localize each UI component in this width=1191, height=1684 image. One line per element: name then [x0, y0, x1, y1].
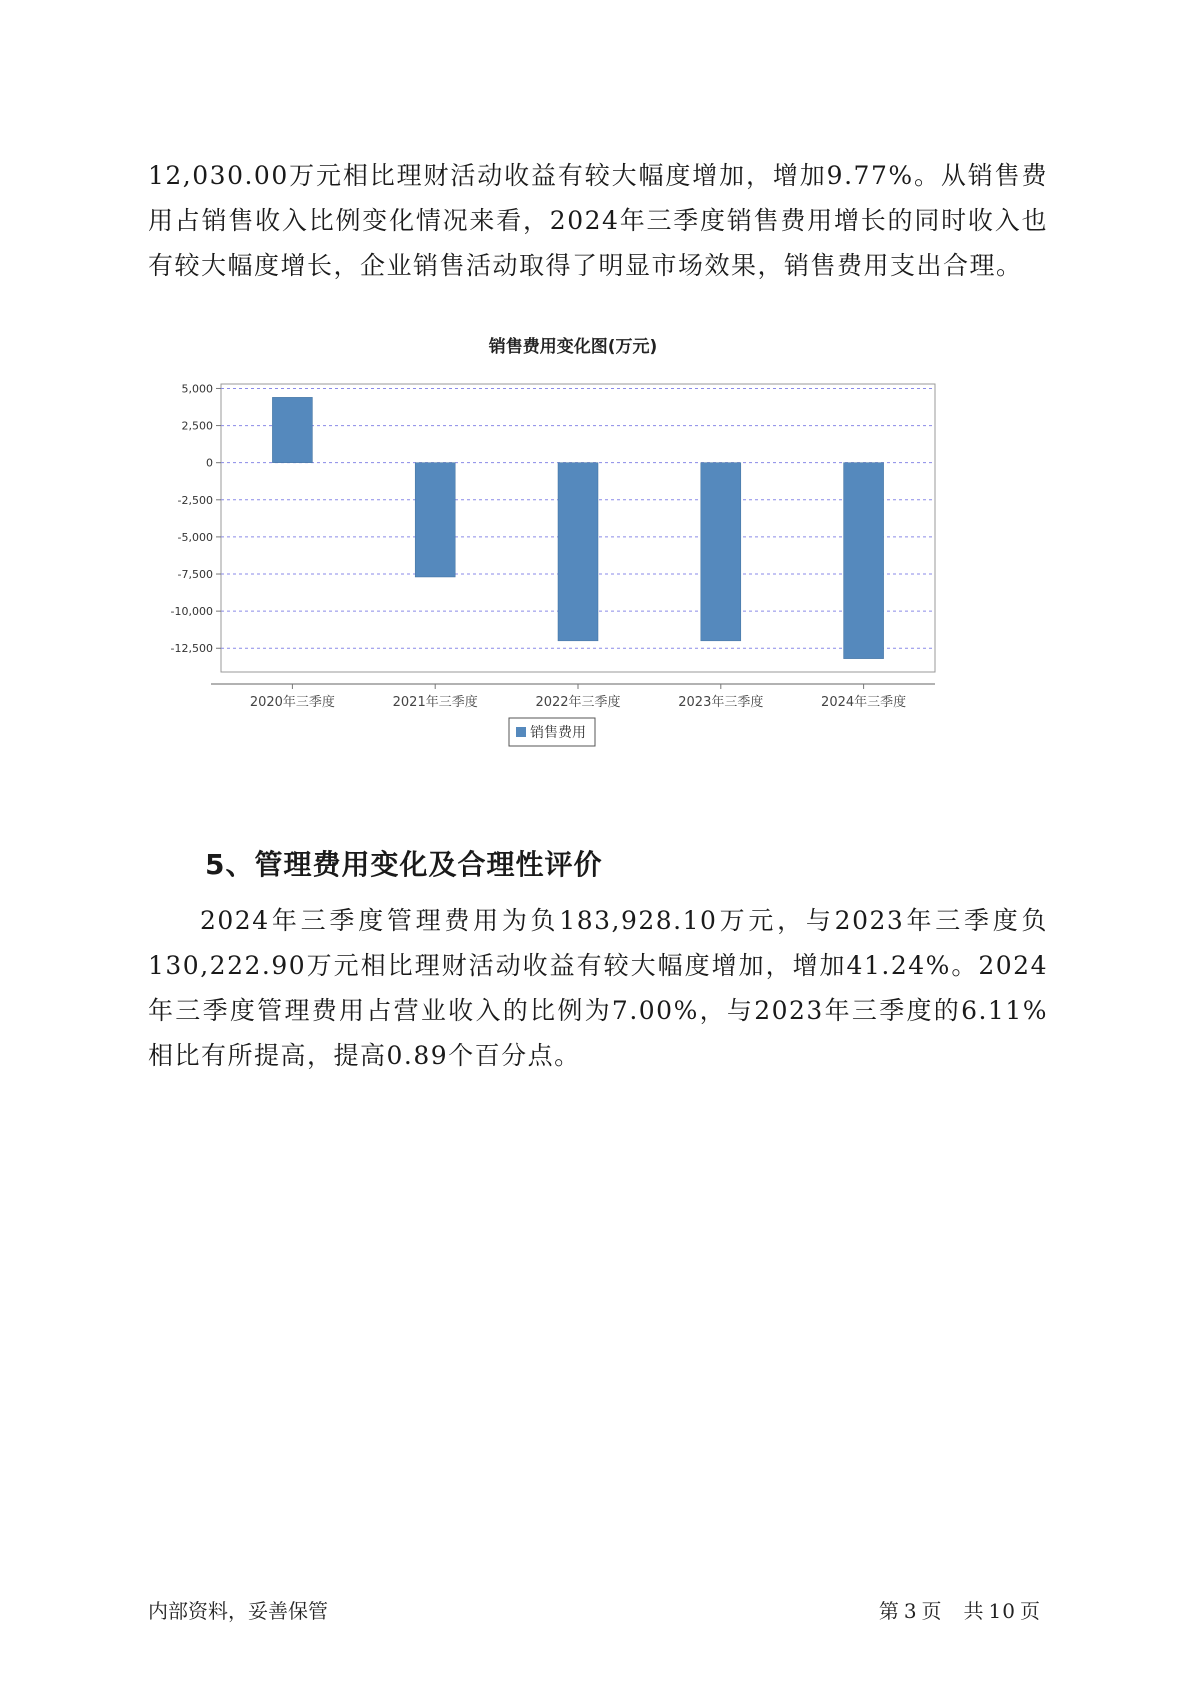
body-paragraph-sales-expense: 12,030.00万元相比理财活动收益有较大幅度增加，增加9.77%。从销售费用占销售收入比例变化情况来看，2024年三季度销售费用增长的同时收入也有较大幅度增长，企业销售活动取得了明显市场效果，销售费用支出合理。	[148, 161, 1048, 280]
y-tick-label: -7,500	[177, 568, 213, 582]
footer-total-pages: 10	[988, 1599, 1016, 1623]
legend-label: 销售费用	[530, 725, 586, 741]
footer-page-mid: 页 共	[921, 1599, 985, 1623]
legend-swatch	[516, 727, 526, 737]
bar-2022年三季度	[558, 463, 598, 641]
body-paragraph-admin-expense: 2024年三季度管理费用为负183,928.10万元，与2023年三季度负130,222.90万元相比理财活动收益有较大幅度增加，增加41.24%。2024年三季度管理费用占营业收入的比例为7.00%，与2023年三季度的6.11%相比有所提高，提高0.89个百分点。	[148, 906, 1048, 1070]
footer-page-suffix: 页	[1020, 1599, 1041, 1623]
sales-expense-bar-chart	[150, 337, 950, 760]
footer-confidential-note: 内部资料，妥善保管	[148, 1599, 328, 1623]
chart-title: 销售费用变化图(万元)	[488, 337, 658, 357]
footer-page-number: 3	[903, 1599, 918, 1623]
x-tick-label: 2021年三季度	[392, 695, 478, 710]
bar-2024年三季度	[844, 463, 884, 659]
footer-page-indicator	[877, 1595, 1043, 1624]
x-tick-label: 2023年三季度	[678, 695, 764, 710]
y-tick-label: -2,500	[177, 493, 213, 507]
y-tick-label: -10,000	[170, 605, 213, 619]
bar-2020年三季度	[272, 397, 312, 462]
bar-2023年三季度	[701, 463, 741, 641]
x-tick-label: 2022年三季度	[535, 695, 621, 710]
x-tick-label: 2024年三季度	[821, 695, 907, 710]
y-tick-label: -12,500	[170, 642, 213, 656]
y-tick-label: 2,500	[181, 419, 213, 433]
y-tick-label: 5,000	[181, 382, 213, 396]
bar-2021年三季度	[415, 463, 455, 577]
footer-page-prefix: 第	[878, 1599, 900, 1623]
y-tick-label: -5,000	[177, 530, 213, 544]
section-heading-admin-expense: 5、管理费用变化及合理性评价	[205, 848, 603, 881]
y-tick-label: 0	[206, 456, 213, 470]
x-tick-label: 2020年三季度	[249, 695, 335, 710]
